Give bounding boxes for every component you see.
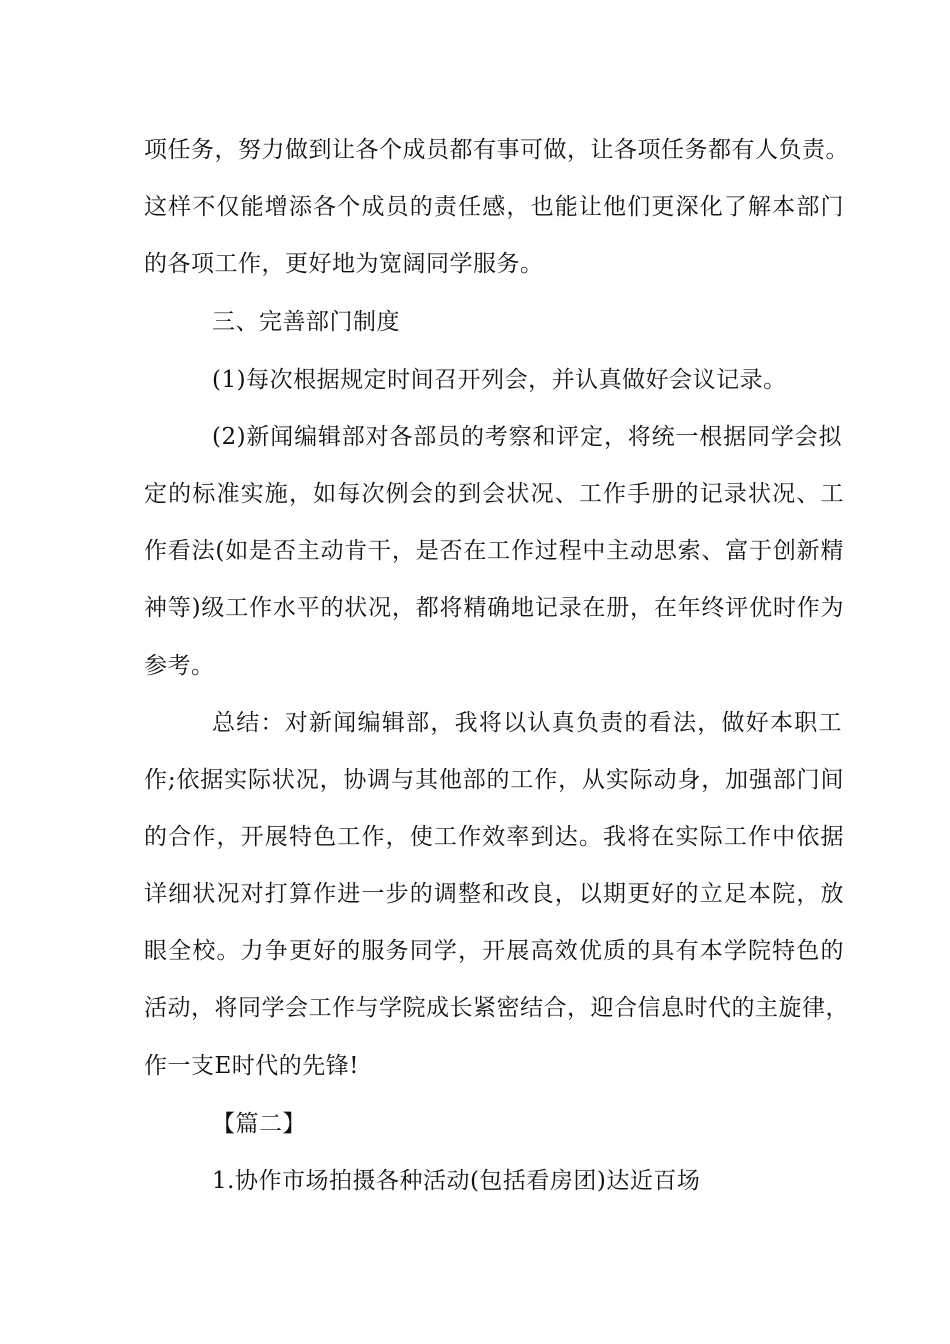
paragraph-line: 总结：对新闻编辑部，我将以认真负责的看法，做好本职工 (212, 710, 842, 736)
paragraph-line: 作;依据实际状况，协调与其他部的工作，从实际动身，加强部门间 (144, 767, 844, 793)
paragraph-line: 活动，将同学会工作与学院成长紧密结合，迎合信息时代的主旋律， (144, 995, 849, 1021)
paragraph-line: 的各项工作，更好地为宽阔同学服务。 (144, 251, 544, 277)
list-item: (1)每次根据规定时间召开列会，并认真做好会议记录。 (212, 367, 787, 393)
paragraph-line: 这样不仅能增添各个成员的责任感，也能让他们更深化了解本部门 (144, 194, 844, 220)
list-item: 1.协作市场拍摄各种活动(包括看房团)达近百场 (212, 1168, 701, 1194)
paragraph-line: 作一支E时代的先锋! (144, 1053, 360, 1079)
paragraph-line: 作看法(如是否主动肯干，是否在工作过程中主动思索、富于创新精 (144, 538, 844, 564)
section-heading: 三、完善部门制度 (212, 309, 400, 335)
paragraph-line: 眼全校。力争更好的服务同学，开展高效优质的具有本学院特色的 (144, 938, 844, 964)
paragraph-line: (2)新闻编辑部对各部员的考察和评定，将统一根据同学会拟 (212, 424, 842, 450)
paragraph-line: 项任务，努力做到让各个成员都有事可做，让各项任务都有人负责。 (144, 137, 849, 163)
paragraph-line: 参考。 (144, 653, 215, 679)
paragraph-line: 详细状况对打算作进一步的调整和改良，以期更好的立足本院，放 (144, 881, 844, 907)
paragraph-line: 神等)级工作水平的状况，都将精确地记录在册，在年终评优时作为 (144, 595, 844, 621)
paragraph-line: 定的标准实施，如每次例会的到会状况、工作手册的记录状况、工 (144, 481, 844, 507)
section-heading: 【篇二】 (212, 1111, 306, 1137)
paragraph-line: 的合作，开展特色工作，使工作效率到达。我将在实际工作中依据 (144, 824, 844, 850)
